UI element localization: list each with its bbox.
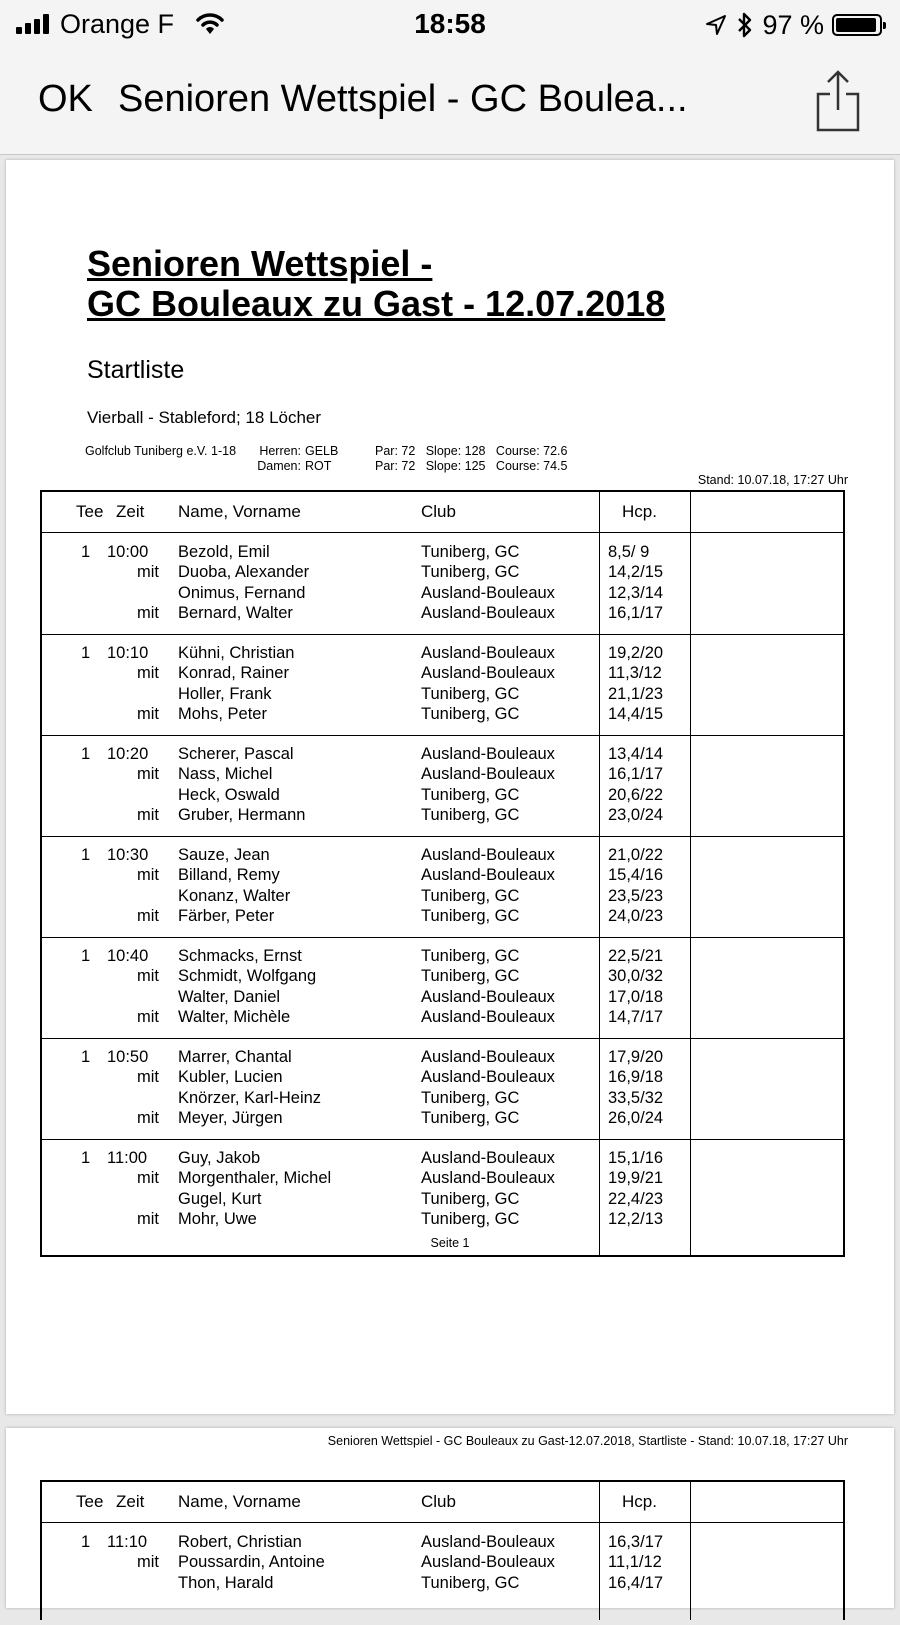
- tee-number: 1: [81, 947, 91, 965]
- player-hcp: 12,2/13: [608, 1209, 664, 1228]
- player-hcp: 16,4/17: [608, 1573, 664, 1592]
- player-hcp: 16,3/17: [608, 1533, 664, 1551]
- header-name: Name, Vorname: [178, 502, 301, 521]
- table-row: [42, 764, 843, 784]
- table-header: [42, 1482, 843, 1523]
- player-name: Sauze, Jean: [178, 846, 270, 864]
- partner-marker: mit: [137, 664, 159, 683]
- player-name: Mohs, Peter: [178, 704, 267, 723]
- player-name: Holler, Frank: [178, 684, 272, 703]
- player-hcp: 15,1/16: [608, 1149, 664, 1167]
- battery-percent: 97 %: [762, 9, 824, 40]
- partner-marker: mit: [137, 603, 159, 622]
- player-hcp: 22,4/23: [608, 1189, 664, 1208]
- player-club: Tuniberg, GC: [421, 1088, 520, 1107]
- table-row: [42, 1209, 843, 1229]
- herren-ratings: Par: 72 Slope: 128 Course: 72.6: [375, 444, 568, 458]
- partner-marker: mit: [137, 805, 159, 824]
- tee-number: 1: [81, 543, 91, 561]
- ok-button[interactable]: OK: [38, 78, 93, 120]
- partner-marker: mit: [137, 1068, 159, 1087]
- player-hcp: 19,2/20: [608, 644, 664, 662]
- player-name: Robert, Christian: [178, 1533, 302, 1551]
- navigation-bar: [0, 50, 900, 155]
- player-name: Walter, Michèle: [178, 1007, 291, 1026]
- player-name: Onimus, Fernand: [178, 583, 306, 602]
- bluetooth-icon: [736, 11, 754, 39]
- player-hcp: 12,3/14: [608, 583, 664, 602]
- partner-marker: mit: [137, 1169, 159, 1188]
- table-row: [42, 583, 843, 603]
- start-time: 10:00: [107, 543, 149, 561]
- player-club: Ausland-Bouleaux: [421, 603, 555, 622]
- table-row: [42, 865, 843, 885]
- player-club: Tuniberg, GC: [421, 704, 520, 723]
- partner-marker: mit: [137, 1209, 159, 1228]
- player-name: Kühni, Christian: [178, 644, 295, 662]
- player-hcp: 30,0/32: [608, 967, 664, 986]
- table-row: [42, 1532, 843, 1552]
- player-name: Kubler, Lucien: [178, 1068, 283, 1087]
- table-row: [42, 643, 843, 663]
- player-hcp: 23,5/23: [608, 886, 664, 905]
- player-club: Tuniberg, GC: [421, 1573, 520, 1592]
- player-hcp: 13,4/14: [608, 745, 664, 763]
- table-row: [42, 1007, 843, 1027]
- herren-tee: GELB: [305, 444, 339, 458]
- table-row: [42, 704, 843, 724]
- player-name: Mohr, Uwe: [178, 1209, 257, 1228]
- tee-time-group: [42, 533, 843, 635]
- damen-ratings: Par: 72 Slope: 125 Course: 74.5: [375, 459, 568, 473]
- table-row: [42, 1047, 843, 1067]
- player-club: Ausland-Bouleaux: [421, 846, 555, 864]
- table-row: [42, 603, 843, 623]
- document-subtitle: Startliste: [87, 356, 185, 384]
- header-name: Name, Vorname: [178, 1492, 301, 1511]
- player-club: Tuniberg, GC: [421, 1209, 520, 1228]
- player-hcp: 11,3/12: [608, 664, 662, 683]
- partner-marker: mit: [137, 563, 159, 582]
- table-row: [42, 946, 843, 966]
- partner-marker: mit: [137, 765, 159, 784]
- table-row: [42, 886, 843, 906]
- start-list-table: [40, 490, 845, 1257]
- document-page-1: [6, 160, 894, 1414]
- player-hcp: 14,2/15: [608, 563, 664, 582]
- player-name: Billand, Remy: [178, 866, 280, 885]
- player-hcp: 21,1/23: [608, 684, 664, 703]
- player-hcp: 17,9/20: [608, 1048, 664, 1066]
- table-row: [42, 542, 843, 562]
- player-hcp: 23,0/24: [608, 805, 664, 824]
- player-club: Tuniberg, GC: [421, 543, 520, 561]
- tee-time-group: [42, 1523, 843, 1625]
- tee-number: 1: [81, 1149, 91, 1167]
- stand-date: Stand: 10.07.18, 17:27 Uhr: [697, 473, 848, 487]
- player-hcp: 14,7/17: [608, 1007, 664, 1026]
- partner-marker: mit: [137, 1553, 159, 1572]
- header-hcp: Hcp.: [622, 1492, 657, 1511]
- player-club: Ausland-Bouleaux: [421, 765, 555, 784]
- player-hcp: 14,4/15: [608, 704, 664, 723]
- player-club: Ausland-Bouleaux: [421, 987, 555, 1006]
- player-club: Tuniberg, GC: [421, 947, 520, 965]
- player-club: Ausland-Bouleaux: [421, 1149, 555, 1167]
- player-club: Ausland-Bouleaux: [421, 1048, 555, 1066]
- document-page-2: [6, 1428, 894, 1608]
- table-row: [42, 744, 843, 764]
- partner-marker: mit: [137, 1007, 159, 1026]
- table-row: [42, 663, 843, 683]
- table-row: [42, 966, 843, 986]
- tee-number: 1: [81, 745, 91, 763]
- course-club: Golfclub Tuniberg e.V. 1-18: [85, 444, 237, 458]
- table-row: [42, 1067, 843, 1087]
- player-hcp: 15,4/16: [608, 866, 664, 885]
- tee-time-group: [42, 1038, 843, 1140]
- page-number: Seite 1: [430, 1236, 470, 1250]
- header-hcp: Hcp.: [622, 502, 657, 521]
- player-name: Konrad, Rainer: [178, 664, 289, 683]
- player-name: Konanz, Walter: [178, 886, 291, 905]
- header-tee: Tee: [76, 1492, 104, 1511]
- table-row: [42, 987, 843, 1007]
- partner-marker: mit: [137, 866, 159, 885]
- player-club: Ausland-Bouleaux: [421, 1553, 555, 1572]
- table-row: [42, 1168, 843, 1188]
- tee-time-group: [42, 836, 843, 938]
- table-row: [42, 1552, 843, 1572]
- table-row: [42, 845, 843, 865]
- player-club: Tuniberg, GC: [421, 906, 520, 925]
- player-name: Bezold, Emil: [178, 543, 270, 561]
- start-time: 10:30: [107, 846, 149, 864]
- player-name: Scherer, Pascal: [178, 745, 294, 763]
- header-zeit: Zeit: [116, 1492, 145, 1511]
- start-list-table-continued: [40, 1480, 845, 1620]
- table-row: [42, 785, 843, 805]
- player-name: Nass, Michel: [178, 765, 273, 784]
- tee-time-group: [42, 634, 843, 736]
- player-name: Schmacks, Ernst: [178, 947, 302, 965]
- nav-title: Senioren Wettspiel - GC Boulea...: [118, 78, 688, 120]
- partner-marker: mit: [137, 967, 159, 986]
- start-time: 11:00: [107, 1149, 148, 1167]
- player-club: Ausland-Bouleaux: [421, 664, 555, 683]
- header-club: Club: [421, 502, 456, 521]
- table-header: [42, 492, 843, 533]
- table-row: [42, 1189, 843, 1209]
- player-name: Gruber, Hermann: [178, 805, 306, 824]
- player-hcp: 22,5/21: [608, 947, 664, 965]
- player-club: Ausland-Bouleaux: [421, 644, 555, 662]
- player-name: Knörzer, Karl-Heinz: [178, 1088, 322, 1107]
- player-club: Tuniberg, GC: [421, 785, 520, 804]
- table-row: [42, 1148, 843, 1168]
- clock: 18:58: [414, 8, 486, 39]
- player-name: Thon, Harald: [178, 1573, 274, 1592]
- player-hcp: 24,0/23: [608, 906, 664, 925]
- start-time: 10:40: [107, 947, 149, 965]
- carrier-label: Orange F: [60, 9, 175, 39]
- share-icon[interactable]: [814, 68, 862, 134]
- table-row: [42, 1108, 843, 1128]
- player-hcp: 33,5/32: [608, 1088, 664, 1107]
- player-name: Gugel, Kurt: [178, 1189, 262, 1208]
- player-hcp: 26,0/24: [608, 1108, 664, 1127]
- header-club: Club: [421, 1492, 456, 1511]
- player-name: Schmidt, Wolfgang: [178, 967, 317, 986]
- player-name: Morgenthaler, Michel: [178, 1169, 332, 1188]
- player-hcp: 16,1/17: [608, 765, 664, 784]
- player-hcp: 17,0/18: [608, 987, 664, 1006]
- tee-number: 1: [81, 846, 91, 864]
- player-hcp: 16,9/18: [608, 1068, 664, 1087]
- partner-marker: mit: [137, 1108, 159, 1127]
- start-time: 11:10: [107, 1533, 148, 1551]
- tee-time-group: [42, 937, 843, 1039]
- table-row: [42, 1088, 843, 1108]
- document-title: Senioren Wettspiel - GC Bouleaux zu Gast - 12.07.2018: [87, 243, 666, 324]
- player-club: Ausland-Bouleaux: [421, 1533, 555, 1551]
- battery-icon: [832, 14, 882, 36]
- player-name: Walter, Daniel: [178, 987, 281, 1006]
- game-format: Vierball - Stableford; 18 Löcher: [87, 408, 322, 427]
- player-name: Poussardin, Antoine: [178, 1553, 325, 1572]
- header-zeit: Zeit: [116, 502, 145, 521]
- status-bar: [0, 0, 900, 50]
- header-tee: Tee: [76, 502, 104, 521]
- location-arrow-icon: [704, 13, 728, 37]
- player-club: Tuniberg, GC: [421, 1189, 520, 1208]
- player-club: Tuniberg, GC: [421, 563, 520, 582]
- player-club: Ausland-Bouleaux: [421, 583, 555, 602]
- damen-tee: ROT: [305, 459, 332, 473]
- player-name: Marrer, Chantal: [178, 1048, 292, 1066]
- player-name: Heck, Oswald: [178, 785, 280, 804]
- tee-time-group: [42, 1139, 843, 1241]
- player-club: Ausland-Bouleaux: [421, 866, 555, 885]
- tee-time-group: [42, 735, 843, 837]
- player-name: Guy, Jakob: [178, 1149, 261, 1167]
- player-club: Tuniberg, GC: [421, 684, 520, 703]
- page-running-header: Senioren Wettspiel - GC Bouleaux zu Gast-12.07.2018, Startliste - Stand: 10.07.18, 17:27 Uhr: [327, 1434, 848, 1448]
- start-time: 10:20: [107, 745, 149, 763]
- player-club: Tuniberg, GC: [421, 805, 520, 824]
- player-club: Ausland-Bouleaux: [421, 1169, 555, 1188]
- player-hcp: 20,6/22: [608, 785, 664, 804]
- player-name: Duoba, Alexander: [178, 563, 310, 582]
- player-hcp: 11,1/12: [608, 1553, 662, 1572]
- player-hcp: 21,0/22: [608, 846, 664, 864]
- start-time: 10:10: [107, 644, 149, 662]
- table-row: [42, 684, 843, 704]
- player-hcp: 19,9/21: [608, 1169, 664, 1188]
- player-name: Meyer, Jürgen: [178, 1108, 283, 1127]
- start-time: 10:50: [107, 1048, 149, 1066]
- player-club: Tuniberg, GC: [421, 1108, 520, 1127]
- table-row: [42, 805, 843, 825]
- tee-number: 1: [81, 644, 91, 662]
- player-name: Bernard, Walter: [178, 603, 293, 622]
- herren-label: Herren:: [259, 444, 301, 458]
- player-name: Färber, Peter: [178, 906, 275, 925]
- player-club: Tuniberg, GC: [421, 967, 520, 986]
- partner-marker: mit: [137, 906, 159, 925]
- damen-label: Damen:: [257, 459, 301, 473]
- table-row: [42, 562, 843, 582]
- player-hcp: 16,1/17: [608, 603, 664, 622]
- tee-number: 1: [81, 1048, 91, 1066]
- player-club: Tuniberg, GC: [421, 886, 520, 905]
- player-club: Ausland-Bouleaux: [421, 1007, 555, 1026]
- table-row: [42, 906, 843, 926]
- table-row: [42, 1573, 843, 1593]
- tee-number: 1: [81, 1533, 91, 1551]
- player-club: Ausland-Bouleaux: [421, 745, 555, 763]
- player-club: Ausland-Bouleaux: [421, 1068, 555, 1087]
- partner-marker: mit: [137, 704, 159, 723]
- player-hcp: 8,5/ 9: [608, 543, 650, 561]
